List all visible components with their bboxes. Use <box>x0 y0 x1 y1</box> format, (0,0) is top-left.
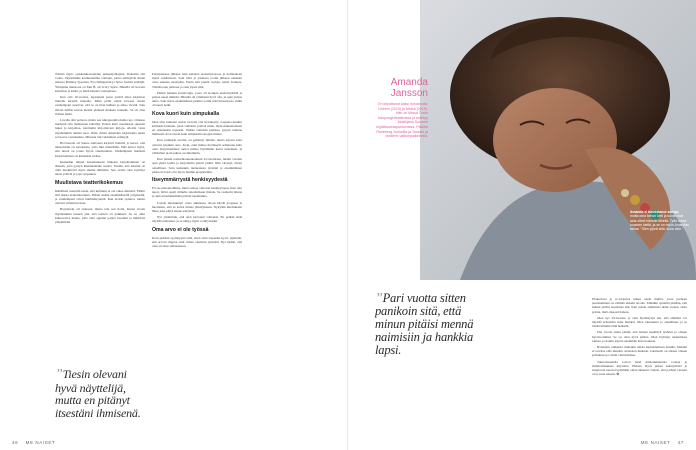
paragraph: Pari vuotta sitten päätin, että haluan keskittyä työhöni ja omaan hyvinvointiini. Se on ollut hyvä päätös. Olen löytänyt uudenlaista rauhaa, ja nautin arjesta enemmän kuin koskaan. <box>592 330 687 343</box>
left-column-1 <box>55 72 145 226</box>
paragraph: Kun olin 10-vuotias, lapsuuteni paras ystävä alkoi kirjoittaa minulle kirjeitä muualta. Minä pidin niistä kovasti, mutta vanhempani sanoivat, että se on liian kallista ja aikaa vievää. Sain silloin tällöin kuvan meistä yhdessä mukaan tunnelle. Se oli aina iloinen hetki. <box>55 95 145 116</box>
portrait-illustration <box>420 0 696 280</box>
paragraph: Hovisanoin eli Sanna Aaltonen kirjoitti minulle ja kertoi, että teksteissäni on kuvauksia, joita luki mielellään. Hän kertoi myös, että niissä on jotain hyvin omalaatuista. Vanhempieni mielestä kirjoittaminen oli kuitenkin turhaa. <box>55 141 145 158</box>
right-footer <box>641 440 684 445</box>
magazine-name: ME NAISET <box>640 440 671 445</box>
subheading: Kova kuori kuin simpukalla <box>152 110 220 117</box>
end-mark-icon: ✿ <box>616 372 620 377</box>
profile-intro: On kirjoittanut kaksi runoteosta, Uneeni (2015) ja Metsä (2019). Hän on töissä Turun kaupunginteatterissa ja esiintyy kirjailijana Suomen kirjallisuustapahtumissa. Palkittu Runeberg Juniorilla ja Tanssin ja teatterin valtionpalkinnolla. <box>376 102 428 139</box>
paragraph: Perustuskaan jälkeen hain kahteen teatterijaostoon ja kolmanteen myös vakituisesti. Sain töitä ja jokaisen roolin jälkeen uskalsin ottaa askelen eteenpäin. Ensin tein pieniä rooleja, sitten isompia. Tänään teen pääosaa ja olen ylpeä siitä. <box>152 72 242 89</box>
paragraph: Nyt ymmärrän, että olen kasvanut vahvaksi. En pelkää enää näyttää tunteitani, ja se näkyy myös roolityössäni. <box>152 215 242 224</box>
paragraph: Olen aina tuntenut suurta tarvetta olla hyväksytty. Lapsena muutin kolmesti kouluun, joten vaihdoin ystäviä usein. Opin mukautumaan eri tilanteisiin nopeasti. Vaikka vaihdoin paikkaa, pysyin samana ihmisenä. Kova kuori kuin simpukalla suojasi minua. <box>152 119 242 137</box>
paragraph: Toimin myös opiskelukavereiden puheenjohtajana. Rakastin sitä roolia. Järjestimme koulussamme voittajia, joissa esiintyivät muun muassa Brittney Spearsin, Eva Dahlgrenin ja Spice Girlsin esittäjät. Ylimpänä muistona on Mel B. eli Scary Spice. Hänellä oli kovasti karismaa ja ääntä, ja minä halusin valokeilaan. <box>55 72 145 93</box>
portrait-photo <box>420 0 696 280</box>
paragraph: Koin pitkään syyllisyyttä siitä, etten ollut tarpeeksi hyvä. Ajattelin, että arvoni riippuu siitä, miten onnistun työssäni. Nyt tiedän, että olen arvokas sellaisenaan. <box>152 235 242 249</box>
paragraph: Lavalla olin peloton, mutta sen ulkopuolella melko ujo. Omassa mielessä olin melkoinen taiteilija. Ennen kuin osasinkaan oikeasti lukea ja kirjoittaa, kuvittelin kirjoittavani kirjoja. Aloitin vasta myöhemmin tekstin teon. Näin, miten Amandan kirjoittama teksti sai kovaa vastakaikua. Minusta tuli vakituinen esiintyjä. <box>55 118 145 139</box>
subheading: Oma arvo ei ole työssä <box>152 226 209 233</box>
photo-caption <box>630 210 690 231</box>
quote-mark-icon: ” <box>375 291 383 306</box>
caption-title: Amanda ei tunnistanut sanoja, <box>630 210 680 214</box>
paragraph: Kun pääsin teatterikorkeakouluun 23-vuotiaana, menin vuoden ajan yksin kotiin ja harjoittelin päivät pitkät. Olin väsynyt, mutta onnellinen. Sain kuitenkin tunnustusta työstäni ja ensimmäinen päärooli avasi ovia myös muihin projekteihin. <box>152 157 242 174</box>
paragraph: Tulevaisuudelta toivon lisää mielenkiintoisia rooleja ja mahdollisuuksia kirjoittaa. Haluan myös jatkaa esiintymistä ja inspiroida nuoria löytämään oman äänensä. Uskon, että parhaat vuoteni ovat vasta edessä. ✿ <box>592 359 687 377</box>
profile-name: Amanda Jansson <box>390 77 428 99</box>
paragraph: En ole uskonnollinen, mutta uskon vahvasti henkisyyteen. Kun olin nuori, äitini opetti minulle rukoilemaan iltaisin. Se rauhoitti minua ja auttoi käsittelemään päivän tapahtumia. <box>152 186 242 199</box>
paragraph: Haluaisin rohkaista muitakin naisia kuuntelemaan itseään. Meidän ei tarvitse elää muiden odotusten mukaan. Jokaisella on oikeus omaan polkuunsa ja omiin valintoihinsa. <box>592 345 687 358</box>
paragraph: Olen nyt 34-vuotias, ja olen hyväksynyt sen, että elämäni voi näyttää erilaiselta kuin muiden. Olen rakastunut ja onnellinen, ja se riittää minulle tällä hetkellä. <box>592 315 687 329</box>
caption-body: mutta oma kehon kieli ja kuvat ovat aina olleet hänelle lähellä. Tyttö tekee suomen kieltä, ja se on myös Amandan tarina. "Olen ylpeä siitä, kuka olen." <box>630 214 689 232</box>
quote-mark-icon: ” <box>55 367 63 382</box>
paragraph: Elokuvissa ja tv-sarjoissa näkee usein mallin, jossa perheen perustaminen on elämän tärkein tavoite. Minäkin ajattelin pitkään, että minun pitäisi noudattaa sitä. Kun tunsin ahdistusta ikäni vuoksi, aloin pohtia, mitä oikeasti haluan. <box>592 297 687 314</box>
paragraph: Pääsin hakuun Göteborgin, jossa oli isompia teatteriryhmiä ja paljon uusia ihmisiä. Minulla oli ryhmässä hyvä olla, ja opin paljon uutta. Sain myös ensimmäisen pitkän roolini televisiosarjassa, mikä oli suuri hetki. <box>152 90 242 108</box>
page-number: 47 <box>677 440 684 445</box>
left-column-2 <box>152 72 242 250</box>
paragraph: Harjoittelu oli raskasta, mutta tein sen ilolla. Kuusi vuotta myöhemmin tunnen yhä, että teatteri on paikkani. Se on ollut kiinnostava matka, jolla olen oppinut paljon itsestäni ja ihmisistä ympärilläni. <box>55 207 145 225</box>
right-column-1 <box>592 297 687 378</box>
subheading: Muulistava teatterikokemus <box>55 179 124 186</box>
left-footer <box>12 440 55 445</box>
pull-quote-right: ”Pari vuotta sitten panikoin sitä, että minun pitäisi mennä naimisiin ja hankkia lapsi. <box>375 291 474 357</box>
paragraph: Löysin mietiskelyn vasta aikuisena. Aloin käydä joogassa ja huomasin, että se auttoi minua jännitykseen. Nykyään mietiskelen lähes joka päivä ennen esityksiä. <box>152 200 242 214</box>
paragraph: Kuitenkin minun kokemukseni mukaan kirjoittaminen on tärkeää, jotta pystyn käsittelemään asioita. Tiedän, että tekstini on ollut merkittävä myös muille ihmisille. Sen avulla olen löytänyt uusia ystäviä ja jopa työpaikan. <box>55 159 145 177</box>
subheading: Itseymmärrystä henkisyydestä <box>152 177 228 184</box>
magazine-name: ME NAISET <box>25 440 56 445</box>
paragraph: Kun esiinnyin lavalla, en pelännyt mitään, mutta arjessa koin olevani jotenkin outo. Koin, ettei minua hyväksytä sellaisena kuin olen. Kirjoittaminen auttoi minua löytämään itseni uudelleen, ja vähitellen aloin puhua avoimemmin. <box>152 138 242 156</box>
page-number: 46 <box>12 440 19 445</box>
pull-quote-left: ”Tiesin olevani hyvä näyttelijä, mutta en pitänyt itsestäni ihmisenä. <box>55 367 141 420</box>
paragraph: Ikäisilleni sanottiin usein, että kulttuuri ei ole oikea ammatti. Päätin silti hakea teatterikouluun. Pääsin sisään ensimmäisellä yrityksellä, ja vanhempani olivat hämmästyneitä. Kun aloitin opinnot, tunsin olevani viimein kotona. <box>55 188 145 206</box>
